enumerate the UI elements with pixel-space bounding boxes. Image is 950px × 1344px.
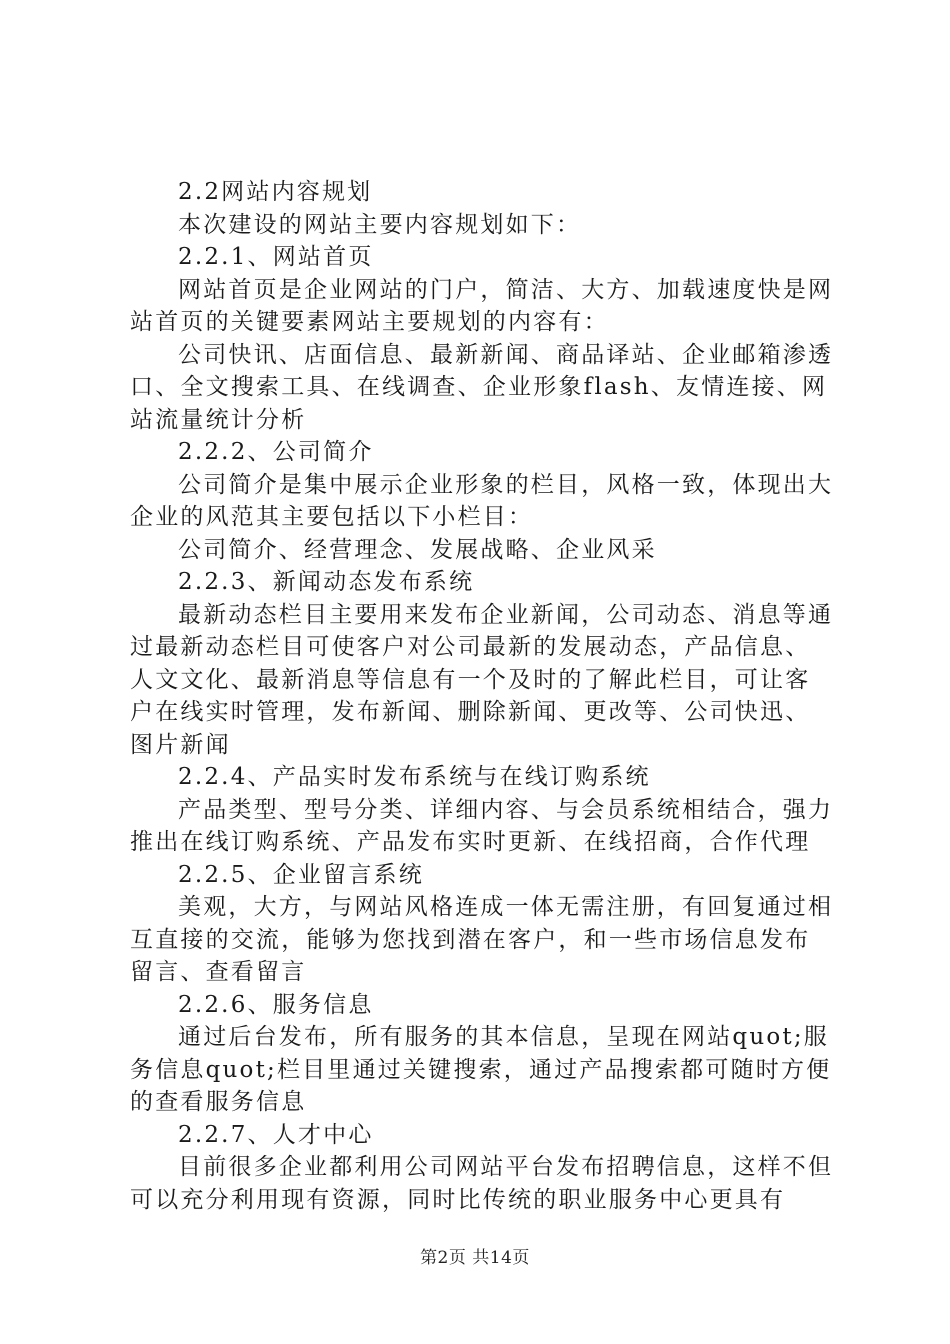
page-number-footer: 第2页 共14页	[420, 1248, 530, 1268]
section-heading: 2.2.4、产品实时发布系统与在线订购系统	[178, 764, 651, 790]
body-paragraph: 本次建设的网站主要内容规划如下：	[178, 211, 582, 238]
body-paragraph: 最新动态栏目主要用来发布企业新闻，公司动态、消息等通过最新动态栏目可使客户对公司最新的发展动态，产品信息、人文文化、最新消息等信息有一个及时的了解此栏目，可让客户在线实时管理，发布新闻、删除新闻、更改等、公司快迅、图片新闻	[130, 601, 834, 758]
section-heading: 2.2.5、企业留言系统	[178, 861, 424, 888]
body-paragraph: 公司简介是集中展示企业形象的栏目，风格一致，体现出大企业的风范其主要包括以下小栏目：	[130, 471, 834, 530]
section-heading: 2.2.3、新闻动态发布系统	[178, 569, 475, 595]
body-paragraph: 公司快讯、店面信息、最新新闻、商品译站、企业邮箱渗透口、全文搜索工具、在线调查、企业形象flash、友情连接、网站流量统计分析	[130, 341, 834, 433]
body-paragraph: 网站首页是企业网站的门户，简洁、大方、加载速度快是网站首页的关键要素网站主要规划的内容有：	[130, 276, 834, 335]
section-heading: 2.2网站内容规划	[178, 179, 373, 205]
body-paragraph: 目前很多企业都利用公司网站平台发布招聘信息，这样不但可以充分利用现有资源，同时比传统的职业服务中心更具有	[130, 1154, 834, 1213]
document-body	[130, 176, 834, 1216]
section-heading: 2.2.6、服务信息	[178, 991, 374, 1018]
body-paragraph: 产品类型、型号分类、详细内容、与会员系统相结合，强力推出在线订购系统、产品发布实时更新、在线招商，合作代理	[130, 796, 834, 855]
section-heading: 2.2.1、网站首页	[178, 244, 374, 270]
section-heading: 2.2.2、公司简介	[178, 439, 374, 465]
section-heading: 2.2.7、人才中心	[178, 1121, 374, 1148]
body-paragraph: 美观，大方，与网站风格连成一体无需注册，有回复通过相互直接的交流，能够为您找到潜在客户，和一些市场信息发布留言、查看留言	[130, 894, 834, 985]
body-paragraph: 通过后台发布，所有服务的其本信息，呈现在网站quot;服务信息quot;栏目里通过关键搜索，通过产品搜索都可随时方便的查看服务信息	[130, 1024, 832, 1115]
body-paragraph: 公司简介、经营理念、发展战略、企业风采	[178, 536, 657, 563]
